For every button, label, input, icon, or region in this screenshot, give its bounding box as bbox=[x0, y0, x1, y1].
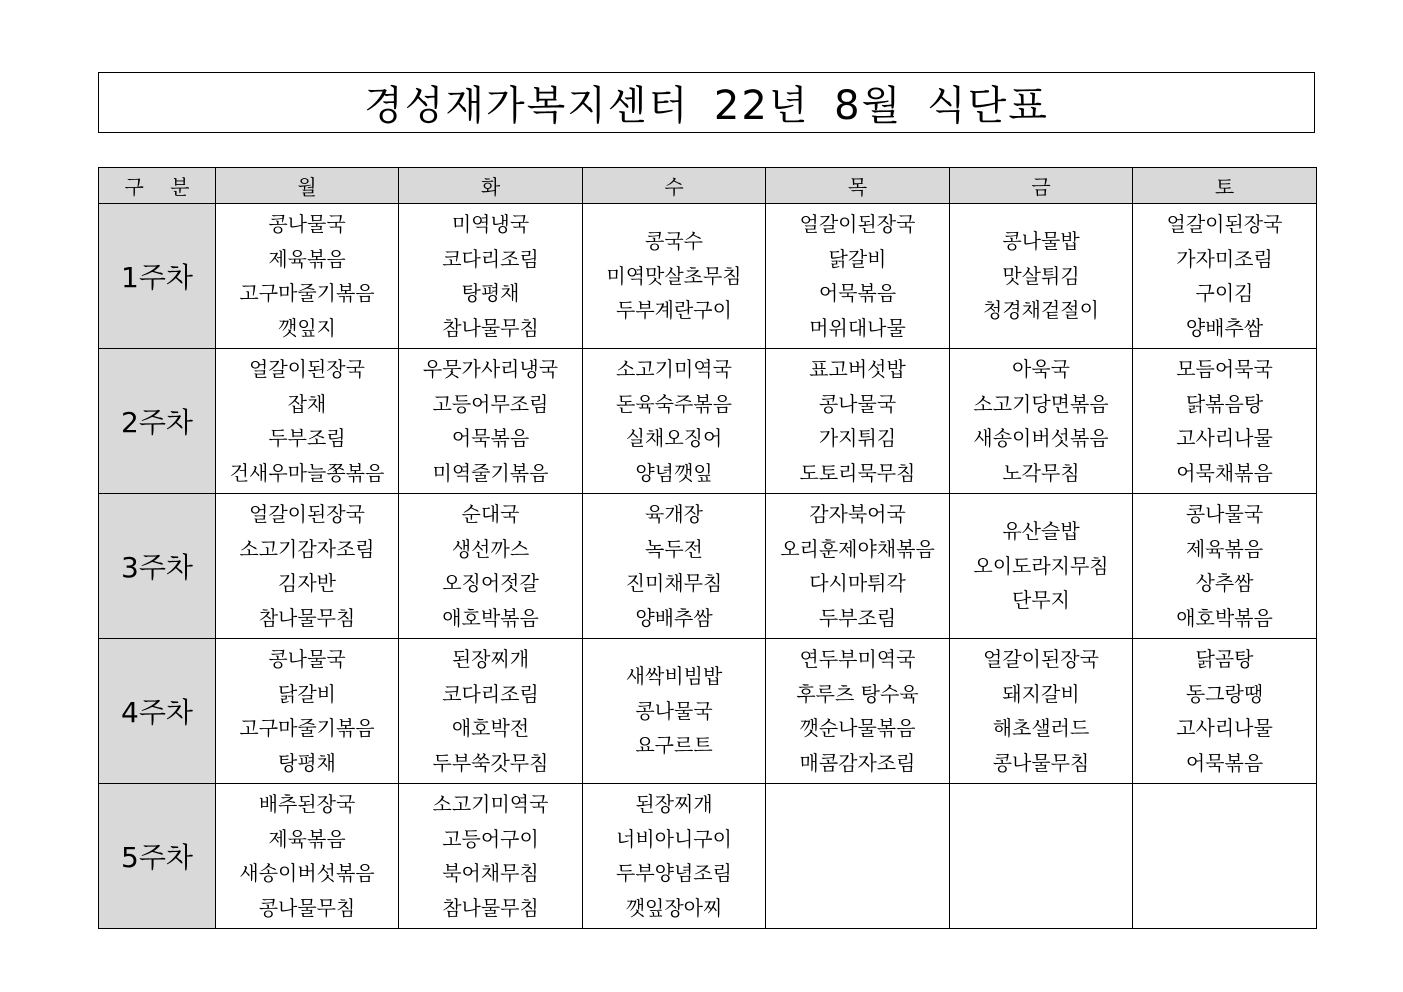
dish-item: 콩국수 bbox=[645, 229, 703, 254]
menu-cell-mon bbox=[216, 204, 399, 349]
dish-item: 맛살튀김 bbox=[1002, 263, 1080, 288]
dish-item: 단무지 bbox=[1012, 588, 1070, 613]
menu-cell-tue bbox=[399, 494, 583, 639]
menu-cell-wed bbox=[583, 639, 766, 784]
menu-cell-sat bbox=[1133, 349, 1317, 494]
menu-cell-sat bbox=[1133, 494, 1317, 639]
dish-item: 매콤감자조림 bbox=[799, 750, 916, 775]
dish-item: 닭볶음탕 bbox=[1185, 391, 1264, 416]
dish-item: 미역줄기볶음 bbox=[432, 460, 549, 485]
dish-item: 요구르트 bbox=[635, 733, 713, 758]
menu-cell-thu bbox=[766, 204, 950, 349]
dish-item: 된장찌개 bbox=[451, 647, 530, 671]
menu-cell-tue bbox=[399, 639, 583, 784]
dish-item: 콩나물무침 bbox=[258, 895, 356, 920]
dish-item: 콩나물무침 bbox=[992, 750, 1090, 775]
dish-item: 애호박볶음 bbox=[442, 605, 539, 630]
dish-item: 새송이버섯볶음 bbox=[973, 426, 1109, 450]
dish-item: 배추된장국 bbox=[258, 792, 356, 816]
dish-item: 돈육숙주볶음 bbox=[616, 391, 732, 416]
dish-item: 어묵볶음 bbox=[451, 426, 530, 450]
dish-item: 어묵볶음 bbox=[1185, 750, 1264, 775]
dish-item: 콩나물국 bbox=[818, 391, 897, 416]
dish-item: 참나물무침 bbox=[442, 315, 539, 340]
header-day-tue: 화 bbox=[399, 168, 583, 204]
dish-item: 탕평채 bbox=[278, 750, 336, 775]
dish-item: 얼갈이된장국 bbox=[983, 647, 1099, 671]
dish-item: 참나물무침 bbox=[442, 895, 539, 920]
dish-item: 후루츠 탕수육 bbox=[796, 681, 919, 706]
menu-cell-tue bbox=[399, 349, 583, 494]
dish-item: 양념깻잎 bbox=[635, 460, 713, 485]
dish-item: 닭곰탕 bbox=[1195, 647, 1254, 671]
dish-item: 닭갈비 bbox=[278, 681, 336, 706]
header-day-sat: 토 bbox=[1133, 168, 1317, 204]
week-label: 4주차 bbox=[99, 639, 216, 784]
week-label: 2주차 bbox=[99, 349, 216, 494]
dish-item: 진미채무침 bbox=[625, 571, 723, 595]
dish-item: 순대국 bbox=[461, 502, 520, 526]
header-day-mon: 월 bbox=[216, 168, 399, 204]
dish-item: 콩나물국 bbox=[1185, 502, 1264, 526]
dish-item: 너비아니구이 bbox=[616, 826, 732, 851]
dish-item: 미역냉국 bbox=[451, 212, 530, 236]
dish-item: 잡채 bbox=[287, 391, 327, 416]
menu-cell-mon bbox=[216, 349, 399, 494]
dish-item: 고구마줄기볶음 bbox=[239, 281, 375, 305]
dish-item: 양배추쌈 bbox=[1185, 315, 1264, 340]
week-row bbox=[99, 349, 1317, 494]
dish-item: 다시마튀각 bbox=[809, 571, 906, 595]
dish-item: 아욱국 bbox=[1012, 357, 1070, 381]
dish-item: 육개장 bbox=[645, 502, 703, 526]
dish-item: 가자미조림 bbox=[1176, 246, 1273, 271]
dish-item: 두부양념조림 bbox=[616, 861, 732, 885]
dish-item: 소고기감자조림 bbox=[239, 536, 375, 561]
dish-item: 감자북어국 bbox=[809, 502, 906, 526]
dish-item: 얼갈이된장국 bbox=[249, 357, 365, 381]
dish-item: 참나물무침 bbox=[258, 605, 356, 630]
dish-item: 고구마줄기볶음 bbox=[239, 716, 375, 740]
dish-item: 닭갈비 bbox=[828, 246, 887, 271]
dish-item: 두부쑥갓무침 bbox=[432, 750, 549, 775]
menu-cell-fri bbox=[950, 349, 1133, 494]
dish-item: 상추쌈 bbox=[1195, 571, 1254, 595]
dish-item: 애호박전 bbox=[451, 716, 530, 740]
dish-item: 고등어구이 bbox=[442, 826, 539, 851]
title-box bbox=[98, 72, 1315, 133]
menu-cell-thu bbox=[766, 639, 950, 784]
dish-item: 실채오징어 bbox=[625, 426, 723, 450]
page-title: 경성재가복지센터 22년 8월 식단표 bbox=[364, 83, 1049, 129]
dish-item: 양배추쌈 bbox=[635, 605, 713, 630]
menu-cell-fri bbox=[950, 639, 1133, 784]
dish-item: 깻순나물볶음 bbox=[799, 716, 916, 740]
dish-item: 고사리나물 bbox=[1176, 716, 1273, 740]
dish-item: 동그랑땡 bbox=[1185, 681, 1264, 706]
dish-item: 소고기미역국 bbox=[616, 357, 732, 381]
dish-item: 새싹비빔밥 bbox=[625, 664, 723, 689]
dish-item: 어묵볶음 bbox=[818, 281, 897, 305]
dish-item: 도토리묵무침 bbox=[799, 460, 916, 485]
menu-cell-sat bbox=[1133, 204, 1317, 349]
menu-cell-mon bbox=[216, 494, 399, 639]
dish-item: 콩나물국 bbox=[268, 212, 346, 236]
dish-item: 제육볶음 bbox=[268, 826, 346, 851]
menu-cell-fri bbox=[950, 204, 1133, 349]
menu-cell-wed bbox=[583, 784, 766, 929]
dish-item: 모듬어묵국 bbox=[1176, 357, 1273, 381]
week-label: 1주차 bbox=[99, 204, 216, 349]
header-day-wed: 수 bbox=[583, 168, 766, 204]
menu-cell-sat bbox=[1133, 784, 1317, 929]
dish-item: 새송이버섯볶음 bbox=[239, 861, 375, 885]
meal-plan-table bbox=[98, 167, 1317, 929]
menu-cell-wed bbox=[583, 204, 766, 349]
dish-item: 건새우마늘쫑볶음 bbox=[229, 460, 385, 485]
dish-item: 노각무침 bbox=[1002, 460, 1080, 485]
week-label: 5주차 bbox=[99, 784, 216, 929]
menu-cell-fri bbox=[950, 784, 1133, 929]
dish-item: 유산슬밥 bbox=[1002, 519, 1080, 544]
dish-item: 두부조림 bbox=[268, 426, 346, 450]
dish-item: 콩나물국 bbox=[268, 647, 346, 671]
menu-cell-mon bbox=[216, 639, 399, 784]
dish-item: 북어채무침 bbox=[442, 861, 539, 885]
menu-cell-tue bbox=[399, 204, 583, 349]
dish-item: 콩나물국 bbox=[635, 698, 713, 723]
menu-cell-sat bbox=[1133, 639, 1317, 784]
dish-item: 김자반 bbox=[278, 571, 336, 595]
dish-item: 오이도라지무침 bbox=[973, 553, 1109, 578]
header-day-fri: 금 bbox=[950, 168, 1133, 204]
menu-cell-tue bbox=[399, 784, 583, 929]
header-row bbox=[99, 168, 1317, 204]
dish-item: 소고기당면볶음 bbox=[973, 391, 1109, 416]
dish-item: 고사리나물 bbox=[1176, 426, 1273, 450]
dish-item: 콩나물밥 bbox=[1002, 229, 1080, 254]
dish-item: 제육볶음 bbox=[268, 246, 346, 271]
dish-item: 녹두전 bbox=[645, 536, 703, 561]
dish-item: 표고버섯밥 bbox=[809, 357, 906, 381]
dish-item: 연두부미역국 bbox=[799, 647, 916, 671]
dish-item: 청경채겉절이 bbox=[983, 298, 1099, 323]
dish-item: 고등어무조림 bbox=[432, 391, 549, 416]
menu-cell-thu bbox=[766, 494, 950, 639]
week-label: 3주차 bbox=[99, 494, 216, 639]
week-row bbox=[99, 639, 1317, 784]
menu-cell-thu bbox=[766, 349, 950, 494]
menu-cell-fri bbox=[950, 494, 1133, 639]
dish-item: 생선까스 bbox=[451, 536, 530, 561]
dish-item: 소고기미역국 bbox=[432, 792, 549, 816]
header-corner: 구 분 bbox=[99, 168, 216, 204]
dish-item: 얼갈이된장국 bbox=[249, 502, 365, 526]
dish-item: 코다리조림 bbox=[442, 681, 539, 706]
dish-item: 코다리조림 bbox=[442, 246, 539, 271]
menu-cell-wed bbox=[583, 494, 766, 639]
dish-item: 된장찌개 bbox=[635, 792, 713, 816]
dish-item: 머위대나물 bbox=[809, 315, 906, 340]
menu-cell-thu bbox=[766, 784, 950, 929]
menu-cell-mon bbox=[216, 784, 399, 929]
dish-item: 탕평채 bbox=[461, 281, 520, 305]
dish-item: 깻잎장아찌 bbox=[625, 895, 723, 920]
dish-item: 오징어젓갈 bbox=[442, 571, 539, 595]
dish-item: 애호박볶음 bbox=[1176, 605, 1273, 630]
week-row bbox=[99, 784, 1317, 929]
dish-item: 해초샐러드 bbox=[992, 716, 1090, 740]
dish-item: 깻잎지 bbox=[278, 315, 336, 340]
dish-item: 두부조림 bbox=[818, 605, 897, 630]
header-day-thu: 목 bbox=[766, 168, 950, 204]
dish-item: 구이김 bbox=[1195, 281, 1254, 305]
meal-plan-body bbox=[99, 204, 1317, 929]
dish-item: 돼지갈비 bbox=[1002, 681, 1080, 706]
week-row bbox=[99, 204, 1317, 349]
dish-item: 얼갈이된장국 bbox=[1166, 212, 1283, 236]
dish-item: 어묵채볶음 bbox=[1176, 460, 1273, 485]
dish-item: 우뭇가사리냉국 bbox=[422, 357, 559, 381]
dish-item: 미역맛살초무침 bbox=[606, 263, 742, 288]
dish-item: 제육볶음 bbox=[1185, 536, 1264, 561]
dish-item: 얼갈이된장국 bbox=[799, 212, 916, 236]
week-row bbox=[99, 494, 1317, 639]
dish-item: 가지튀김 bbox=[818, 426, 897, 450]
menu-cell-wed bbox=[583, 349, 766, 494]
dish-item: 두부계란구이 bbox=[616, 298, 732, 323]
dish-item: 오리훈제야채볶음 bbox=[780, 536, 935, 561]
